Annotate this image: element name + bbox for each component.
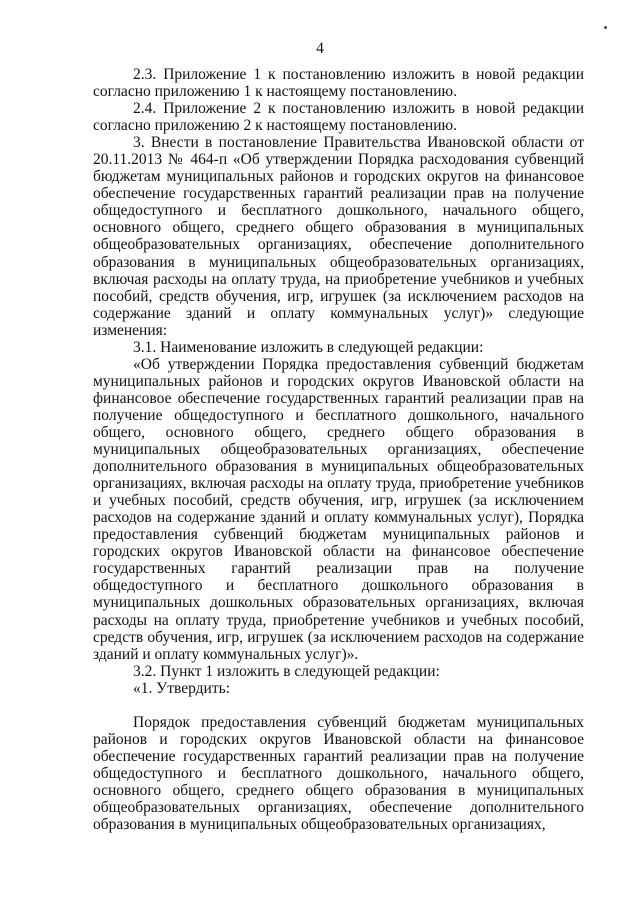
paragraph-3-2: 3.2. Пункт 1 изложить в следующей редакции:	[133, 662, 440, 680]
paragraph-procedure: Порядок предоставления субвенций бюджетам муниципальных районов и городских округов Ивановской области на финансовое обеспечение государственных гарантий реализации прав на получение общедоступного и бесплатного дошкольного, начального общего, основного общего, среднего общего образования в муниципальных общеобразовательных организациях, обеспечение дополнительного образования в муниципальных общеобразовательных организациях,	[93, 713, 584, 834]
paragraph-3: 3. Внести в постановление Правительства Ивановской области от 20.11.2013 № 464-п «Об утверждении Порядка расходования субвенций бюджетам муниципальных районов и городских округов на финансовое обеспечение государственных гарантий реализации прав на получение общедоступного и бесплатного дошкольного, начального общего, основного общего, среднего общего образования в муниципальных общеобразовательных организациях, обеспечение дополнительного образования в муниципальных общеобразовательных организациях, включая расходы на оплату труда, на приобретение учебников и учебных пособий, средств обучения, игр, игрушек (за исключением расходов на содержание зданий и оплату коммунальных услуг)» следующие изменения:	[93, 134, 584, 339]
paragraph-2-3: 2.3. Приложение 1 к постановлению изложить в новой редакции согласно приложению 1 к настоящему постановлению.	[93, 66, 584, 101]
paragraph-3-1: 3.1. Наименование изложить в следующей редакции:	[133, 338, 484, 356]
page-number: 4	[316, 40, 324, 57]
scan-speck	[604, 26, 607, 29]
paragraph-new-title: «Об утверждении Порядка предоставления субвенций бюджетам муниципальных районов и городских округов Ивановской области на финансовое обеспечение государственных гарантий реализации прав на получение общедоступного и бесплатного дошкольного, начального общего, основного общего, среднего общего образования в муниципальных общеобразовательных организациях, обеспечение дополнительного образования в муниципальных общеобразовательных организациях, включая расходы на оплату труда, приобретение учебников и учебных пособий, средств обучения, игр, игрушек (за исключением расходов на содержание зданий и оплату коммунальных услуг), Порядка предоставления субвенций бюджетам муниципальных районов и городских округов Ивановской области на финансовое обеспечение государственных гарантий реализации прав на получение общедоступного и бесплатного дошкольного образования в муниципальных дошкольных образовательных организациях, включая расходы на оплату труда, приобретение учебников и учебных пособий, средств обучения, игр, игрушек (за исключением расходов на содержание зданий и оплату коммунальных услуг)».	[93, 355, 584, 663]
document-body	[93, 66, 584, 833]
paragraph-approve: «1. Утвердить:	[133, 679, 230, 697]
paragraph-2-4: 2.4. Приложение 2 к постановлению изложить в новой редакции согласно приложению 2 к настоящему постановлению.	[93, 100, 584, 135]
